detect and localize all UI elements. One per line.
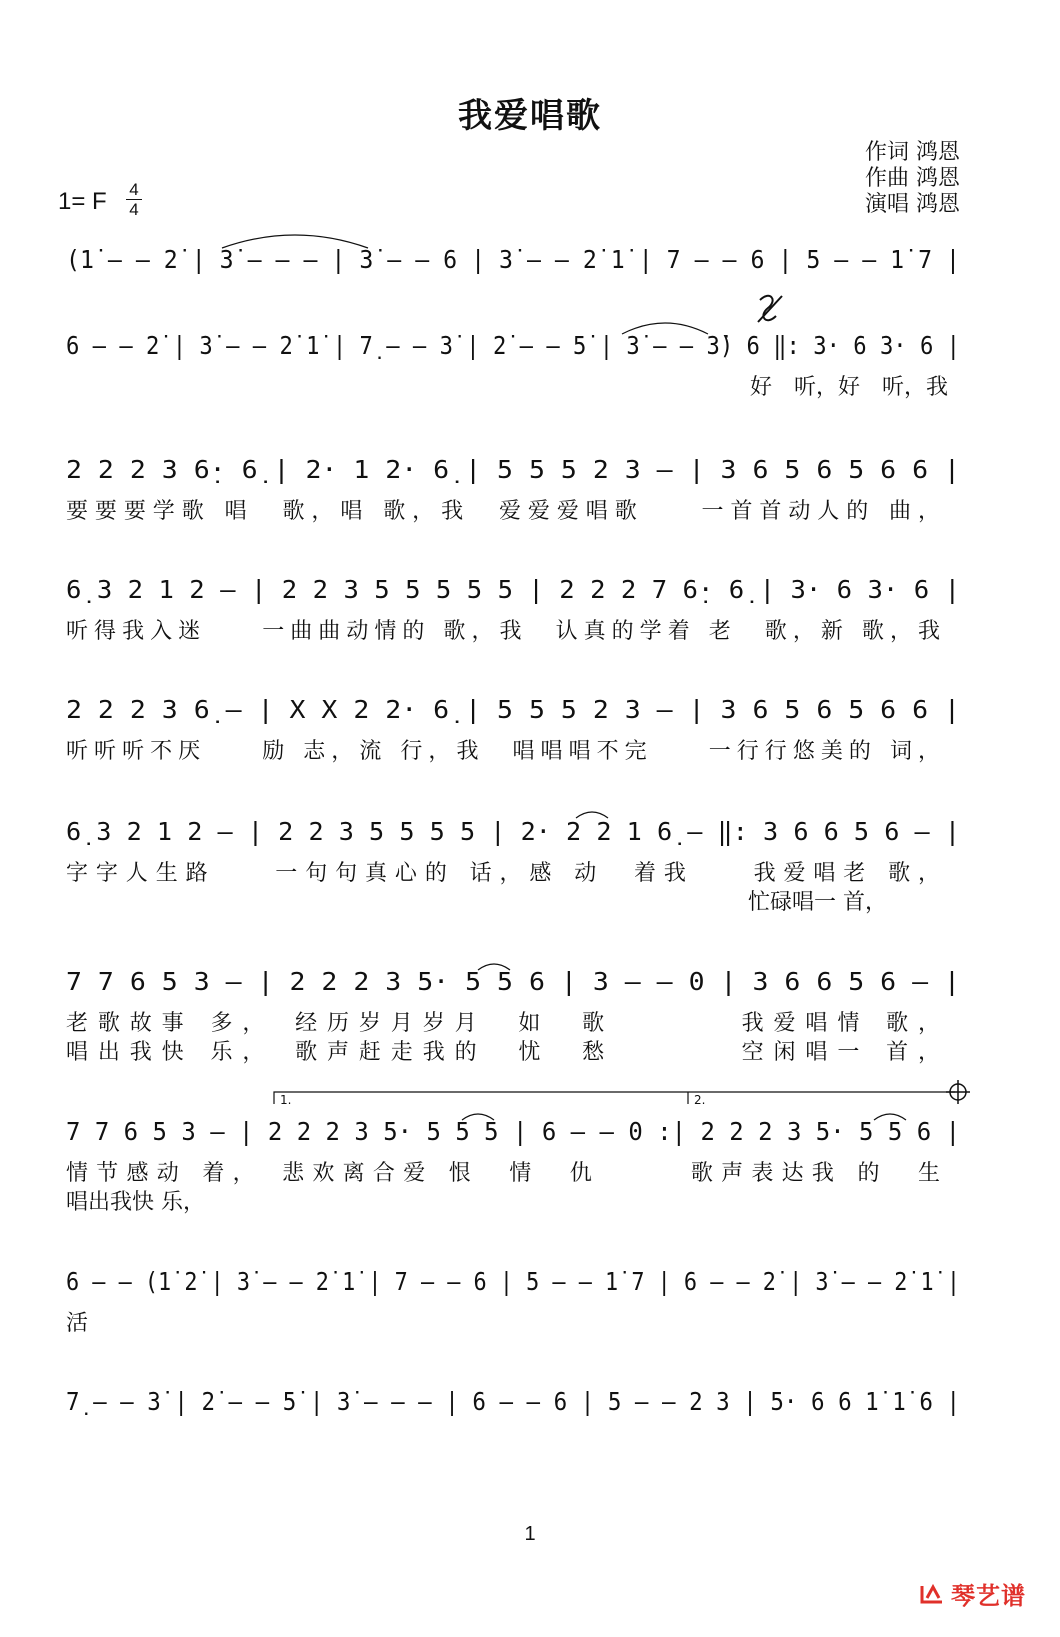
volta-label-2: 2. (694, 1093, 706, 1107)
lyric-line-7-2: 唱出我快 乐， 歌声赶走我的 忧 愁 空闲唱一 首， (66, 1040, 940, 1065)
volta-bracket (274, 1092, 955, 1104)
time-signature-top: 4 (129, 180, 139, 199)
composer-credit: 作曲 鸿恩 (865, 166, 960, 191)
lyric-line-9-1: 活 (66, 1311, 89, 1336)
lyric-line-8-1: 情节感动 着， 悲欢离合爱 恨 情 仇 歌声表达我 的 生 (66, 1161, 941, 1186)
singer-credit: 演唱 鸿恩 (865, 192, 960, 217)
lyric-line-8-2: 唱出我快 乐， (66, 1190, 205, 1215)
lyric-line-3-1: 要要要学歌 唱 歌，唱 歌，我 爱爱爱唱歌 一首首动人的 曲， (66, 499, 940, 524)
page-number: 1 (524, 1523, 536, 1545)
brand-logo (919, 1576, 1026, 1611)
key-signature: 1= F (58, 188, 107, 215)
notation-row-2: 6 – – 2̇ | 3̇ – – 2̇ 1̇ | 7̣ – – 3̇ | 2̇ – – 5̇ | 3̇ – – 3̇) 6 ‖: 3· 6 3· 6 | (66, 331, 960, 360)
lyric-line-7-1: 老歌故事 多， 经历岁月岁月 如 歌 我爱唱情 歌， (66, 1011, 940, 1036)
notation-row-6: 6̣ 3 2 1 2 – | 2 2 3 5 5 5 5 | 2· 2 2 1 6̣ – ‖: 3 6 6 5 6 – | (66, 817, 961, 846)
notation-row-1: (1̇ – – 2̇ | 3̇ – – – | 3̇ – – 6 | 3̇ – – 2̇ 1̇ | 7 – – 6 | 5 – – 1̇ 7 | (66, 245, 960, 274)
lyric-line-5-1: 听听听不厌 励 志，流 行，我 唱唱唱不完 一行行悠美的 词， (66, 739, 940, 764)
logo-mark-icon (919, 1581, 945, 1607)
notation-row-4: 6̣ 3 2 1 2 – | 2 2 3 5 5 5 5 5 | 2 2 2 7 6̣· 6̣ | 3· 6 3· 6 | (66, 575, 961, 604)
notation-row-10: 7̣ – – 3̇ | 2̇ – – 5̇ | 3̇ – – – | 6 – – 6 | 5 – – 2 3 | 5· 6 6 1̇ 1̇ 6 | (66, 1387, 960, 1416)
notation-row-5: 2 2 2 3 6̣ – | X X 2 2· 6̣ | 5 5 5 2 3 – | 3 6 5 6 5 6 6 | (66, 695, 960, 724)
lyric-line-6-1: 字字人生路 一句句真心的 话，感 动 着我 我爱唱老 歌， (66, 861, 941, 886)
notation-row-8: 7 7 6 5 3 – | 2 2 2 3 5· 5 5 5 | 6 – – 0 :| 2 2 2 3 5· 5 5 6 | (66, 1117, 960, 1146)
coda-cross (946, 1080, 970, 1104)
notation-row-3: 2 2 2 3 6̣· 6̣ | 2· 1 2· 6̣ | 5 5 5 2 3 – | 3 6 5 6 5 6 6 | (66, 455, 960, 484)
lyricist-credit: 作词 鸿恩 (865, 140, 960, 165)
time-signature-bottom: 4 (129, 200, 139, 219)
logo-text: 琴艺谱 (951, 1582, 1026, 1610)
song-title: 我爱唱歌 (458, 96, 602, 136)
lyric-line-2-1: 好 听，好 听，我 (749, 375, 948, 400)
volta-label-1: 1. (280, 1093, 292, 1107)
lyric-line-4-1: 听得我入迷 一曲曲动情的 歌，我 认真的学着 老 歌，新 歌，我 (66, 619, 940, 644)
segno-icon (758, 296, 782, 322)
lyric-line-6-2: 忙碌唱一 首， (748, 890, 887, 915)
notation-row-9: 6 – – (1̇ 2̇ | 3̇ – – 2̇ 1̇ | 7 – – 6 | 5 – – 1̇ 7 | 6 – – 2̇ | 3̇ – – 2̇ 1̇ | (66, 1267, 960, 1296)
notation-row-7: 7 7 6 5 3 – | 2 2 2 3 5· 5 5 6 | 3 – – 0 | 3 6 6 5 6 – | (66, 967, 960, 996)
